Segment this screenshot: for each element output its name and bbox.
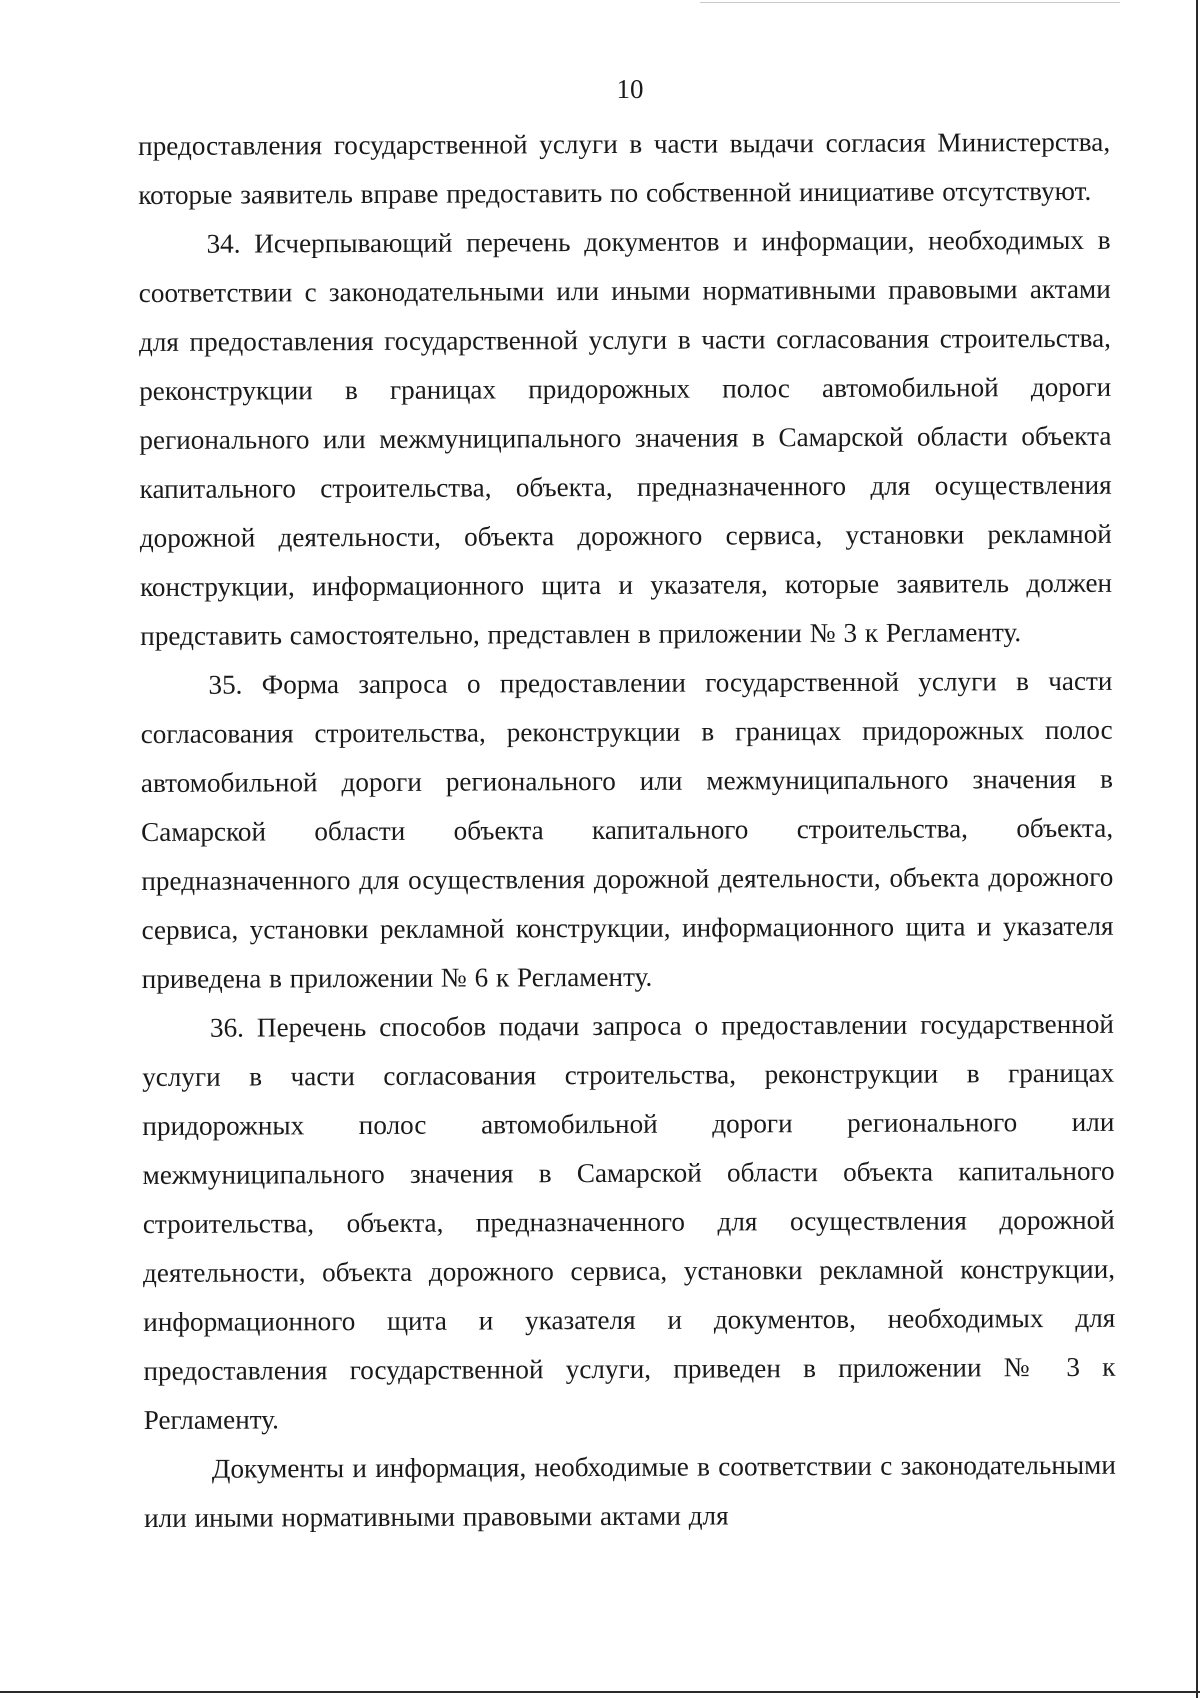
page-number: 10: [616, 74, 644, 104]
scan-edge-bottom: [0, 1691, 1200, 1693]
paragraph-documents: Документы и информация, необходимые в соответствии с законодательными или иными нормативными правовыми актами для: [144, 1449, 1116, 1533]
scan-edge-right: [1196, 0, 1198, 1698]
document-body: [138, 118, 1116, 1543]
paragraph-36: 36. Перечень способов подачи запроса о предоставлении государственной услуги в части согласования строительства, реконструкции в границах придорожных полос автомобильной дороги регионального или межмуниципального значения в Самарской области объекта капитального строительства, объекта, предназначенного для осуществления дорожной деятельности, объекта дорожного сервиса, установки рекламной конструкции, информационного щита и указателя и документов, необходимых для предоставления государственной услуги, приведен в приложении № 3 к Регламенту.: [142, 1008, 1116, 1435]
paragraph-35: 35. Форма запроса о предоставлении государственной услуги в части согласования строительства, реконструкции в границах придорожных полос автомобильной дороги регионального или межмуниципального значения в Самарской области объекта капитального строительства, объекта, предназначенного для осуществления дорожной деятельности, объекта дорожного сервиса, установки рекламной конструкции, информационного щита и указателя приведена в приложении № 6 к Регламенту.: [140, 665, 1114, 994]
scan-edge-top: [700, 2, 1120, 3]
paragraph-continuation: предоставления государственной услуги в части выдачи согласия Министерства, которые заявитель вправе предоставить по собственной инициативе отсутствуют.: [138, 126, 1111, 210]
paragraph-34: 34. Исчерпывающий перечень документов и информации, необходимых в соответствии с законодательными или иными нормативными правовыми актами для предоставления государственной услуги в части согласования строительства, реконструкции в границах придорожных полос автомобильной дороги регионального или межмуниципального значения в Самарской области объекта капитального строительства, объекта, предназначенного для осуществления дорожной деятельности, объекта дорожного сервиса, установки рекламной конструкции, информационного щита и указателя, которые заявитель должен представить самостоятельно, представлен в приложении № 3 к Регламенту.: [138, 224, 1113, 651]
